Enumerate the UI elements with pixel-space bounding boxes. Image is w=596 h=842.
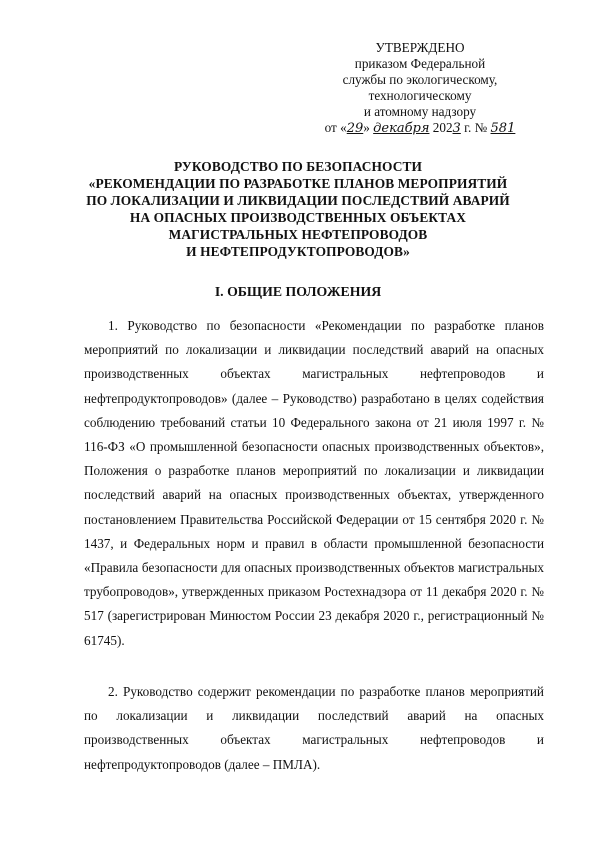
order-number: 581 <box>490 121 516 136</box>
date-year-prefix: 202 <box>429 120 453 135</box>
approval-date-line <box>300 120 540 137</box>
title-line: «РЕКОМЕНДАЦИИ ПО РАЗРАБОТКЕ ПЛАНОВ МЕРОПРИЯТИЙ <box>88 176 508 191</box>
date-mid: » <box>363 120 374 135</box>
paragraph-1: 1. Руководство по безопасности «Рекомендации по разработке планов мероприятий по локализации и ликвидации последствий аварий на опасных производственных объектах магистральных нефтепроводов и нефтепродуктопроводов» (далее – Руководство) разработано в целях содействия соблюдению требований статьи 10 Федерального закона от 21 июля 1997 г. № 116-ФЗ «О промышленной безопасности опасных производственных объектов», Положения о разработке планов мероприятий по локализации и ликвидации последствий аварий на опасных производственных объектах, утвержденного постановлением Правительства Российской Федерации от 15 сентября 2020 г. № 1437, и Федеральных норм и правил в области промышленной безопасности «Правила безопасности для опасных производственных объектов магистральных трубопроводов», утвержденных приказом Ростехнадзора от 11 декабря 2020 г. № 517 (зарегистрирован Минюстом России 23 декабря 2020 г., регистрационный № 61745). <box>84 318 544 648</box>
date-day: 29 <box>346 121 364 136</box>
number-prefix: г. № <box>460 120 491 135</box>
approval-block <box>300 40 540 137</box>
title-line: ПО ЛОКАЛИЗАЦИИ И ЛИКВИДАЦИИ ПОСЛЕДСТВИЙ АВАРИЙ <box>86 193 510 208</box>
section-heading: I. ОБЩИЕ ПОЛОЖЕНИЯ <box>214 284 382 299</box>
title-line: РУКОВОДСТВО ПО БЕЗОПАСНОСТИ <box>173 159 423 174</box>
approval-line: приказом Федеральной <box>354 56 486 71</box>
date-prefix: от « <box>324 120 347 135</box>
date-month: декабря <box>373 121 430 136</box>
document-title <box>60 158 536 260</box>
approval-line: и атомному надзору <box>363 104 477 119</box>
date-year-digit: 3 <box>452 121 461 136</box>
title-line: НА ОПАСНЫХ ПРОИЗВОДСТВЕННЫХ ОБЪЕКТАХ <box>129 210 467 225</box>
title-line: И НЕФТЕПРОДУКТОПРОВОДОВ» <box>186 244 410 259</box>
paragraph-2: 2. Руководство содержит рекомендации по разработке планов мероприятий по локализации и ликвидации последствий аварий на опасных производственных объектах магистральных нефтепроводов и нефтепродуктопроводов (далее – ПМЛА). <box>84 684 544 772</box>
title-line: МАГИСТРАЛЬНЫХ НЕФТЕПРОВОДОВ <box>168 227 428 242</box>
approval-line: службы по экологическому, <box>342 72 498 87</box>
approval-heading: УТВЕРЖДЕНО <box>375 40 465 55</box>
approval-line: технологическому <box>368 88 472 103</box>
